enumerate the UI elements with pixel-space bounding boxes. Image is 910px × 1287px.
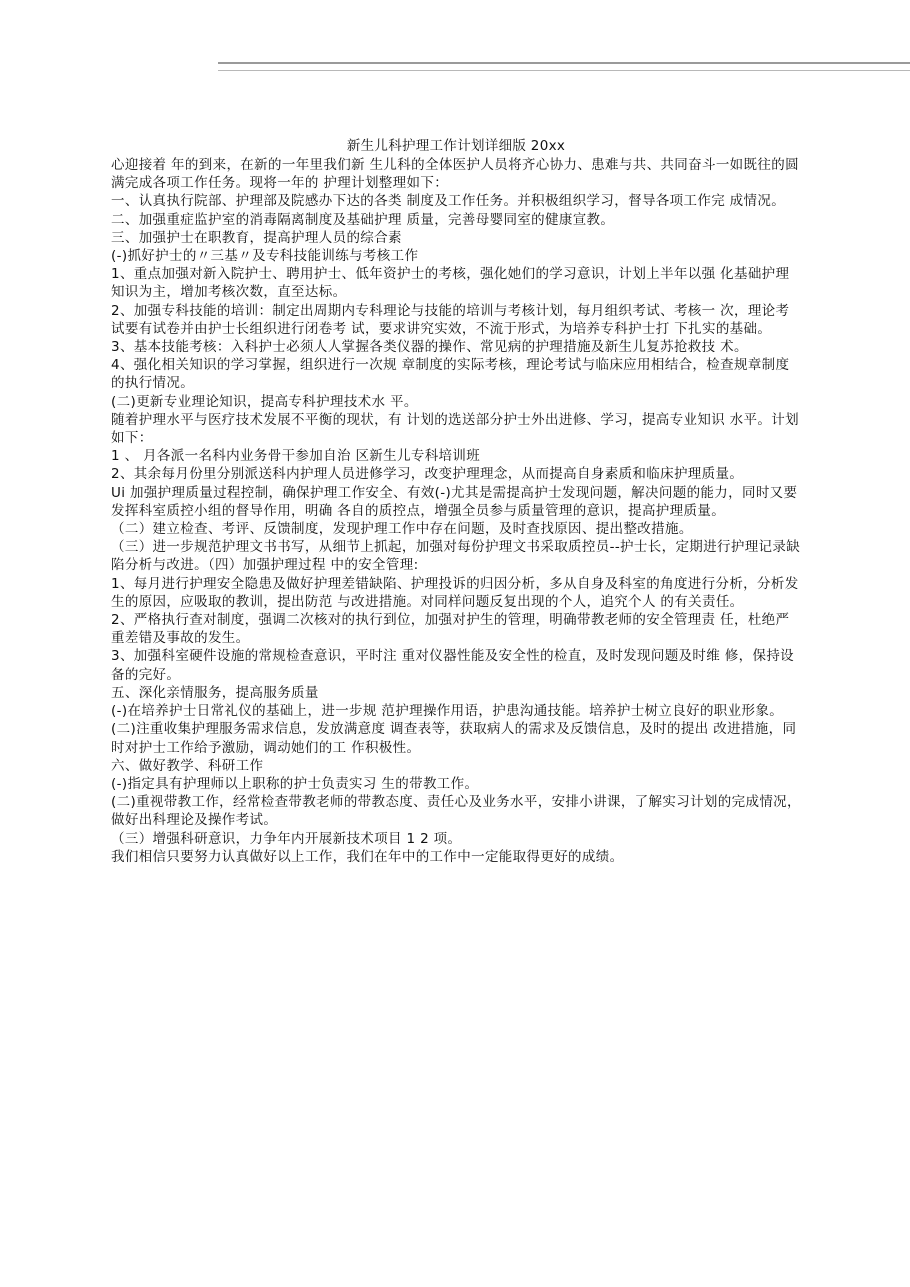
- paragraph-subsection: (二)重视带教工作，经常检查带教老师的带教态度、责任心及业务水平，安排小讲课，了解实习计划的完成情况，做好出科理论及操作考试。: [111, 794, 801, 829]
- paragraph: 随着护理水平与医疗技术发展不平衡的现状，有 计划的选送部分护士外出进修、学习，提高专业知识 水平。计划如下：: [111, 411, 799, 447]
- paragraph-section-5: 五、深化亲情服务，提高服务质量: [111, 684, 319, 701]
- paragraph-item: 1 、 月各派一名科内业务骨干参加自治 区新生儿专科培训班: [111, 448, 481, 465]
- document-title: 新生儿科护理工作计划详细版 20xx: [346, 138, 566, 154]
- paragraph-subsection: (-)指定具有护理师以上职称的护士负责实习 生的带教工作。: [111, 775, 479, 792]
- paragraph-section-1: 一、认真执行院部、护理部及院感办下达的各类 制度及工作任务。并积极组织学习，督导各项工作完 成情况。: [111, 193, 786, 210]
- paragraph-subsection: （三）增强科研意识，力争年内开展新技术项目 1 2 项。: [111, 830, 462, 847]
- header-rule: [218, 62, 910, 71]
- paragraph-intro: 心迎接着 年的到来，在新的一年里我们新 生儿科的全体医护人员将齐心协力、患难与共、共同奋斗一如既往的圆满完成各项工作任务。现将一年的 护理计划整理如下：: [111, 157, 799, 192]
- paragraph-item: 1、每月进行护理安全隐患及做好护理差错缺陷、护理投诉的归因分析，多从自身及科室的角度进行分析，分析发生的原因，应吸取的教训，提出防范 与改进措施。对同样问题反复出现的个人，追究个人 的有关责任。: [111, 575, 799, 610]
- paragraph-closing: 我们相信只要努力认真做好以上工作，我们在年中的工作中一定能取得更好的成绩。: [111, 848, 624, 865]
- paragraph-section-6: 六、做好教学、科研工作: [111, 757, 264, 774]
- paragraph-item: 1、重点加强对新入院护士、聘用护士、低年资护士的考核，强化她们的学习意识，计划上半年以强 化基础护理知识为主，增加考核次数，直至达标。: [111, 266, 790, 301]
- paragraph-item: 3、加强科室硬件设施的常规检查意识，平时注 重对仪器性能及安全性的检直，及时发现问题及时维 修，保持设备的完好。: [111, 648, 795, 683]
- paragraph-section-4: Ui 加强护理质量过程控制，确保护理工作安全、有效(-)尤其是需提高护士发现问题，解决问题的能力，同时又要发挥科室质控小组的督导作用，明确 各自的质控点，增强全员参与质量管理的意识，提高护理质量。: [111, 484, 798, 519]
- paragraph-item: 2、其余每月份里分别派送科内护理人员进修学习，改变护理理念，从而提高自身素质和临床护理质量。: [111, 466, 744, 483]
- paragraph-subsection: （三）进一步规范护理文书书写，从细节上抓起，加强对每份护理文书采取质控员--护士长，定期进行护理记录缺陷分析与改进。（四）加强护理过程 中的安全管理:: [111, 539, 801, 574]
- paragraph-item: 4、强化相关知识的学习掌握，组织进行一次规 章制度的实际考核，理论考试与临床应用相结合，检查规章制度的执行情况。: [111, 357, 790, 392]
- paragraph-subsection: (二)注重收集护理服务需求信息，发放满意度 调查表等，获取病人的需求及反馈信息，及时的提出 改进措施，同时对护士工作给予激励，调动她们的工 作积极性。: [111, 721, 797, 756]
- paragraph-section-2: 二、加强重症监护室的消毒隔离制度及基础护理 质量，完善母婴同室的健康宣教。: [111, 211, 615, 228]
- paragraph-subsection-3-1: (-)抓好护士的〃三基〃及专科技能训练与考核工作: [111, 248, 419, 265]
- paragraph-item: 2、加强专科技能的培训：制定出周期内专科理论与技能的培训与考核计划，每月组织考试、考核一 次，理论考试要有试卷并由护士长组织进行闭卷考 试，要求讲究实效，不流于形式，为培养专科护士打 下扎实的基础。: [111, 302, 790, 337]
- paragraph-section-3: 三、加强护士在职教育，提高护理人员的综合素: [111, 229, 402, 246]
- paragraph-subsection-3-2: (二)更新专业理论知识，提高专科护理技术水 平。: [111, 393, 418, 410]
- paragraph-subsection: （二）建立检查、考评、反馈制度，发现护理工作中存在问题，及时查找原因、提出整改措施。: [111, 521, 693, 538]
- paragraph-subsection: (-)在培养护士日常礼仪的基础上，进一步规 范护理操作用语，护患沟通技能。培养护士树立良好的职业形象。: [111, 703, 784, 720]
- document-body: [111, 137, 801, 866]
- paragraph-item: 3、基本技能考核：入科护士必须人人掌握各类仪器的操作、常见病的护理措施及新生儿复苏抢救技 术。: [111, 339, 748, 356]
- paragraph-item: 2、严格执行查对制度，强调二次核对的执行到位，加强对护生的管理，明确带教老师的安全管理责 任，杜绝严重差错及事故的发生。: [111, 612, 790, 647]
